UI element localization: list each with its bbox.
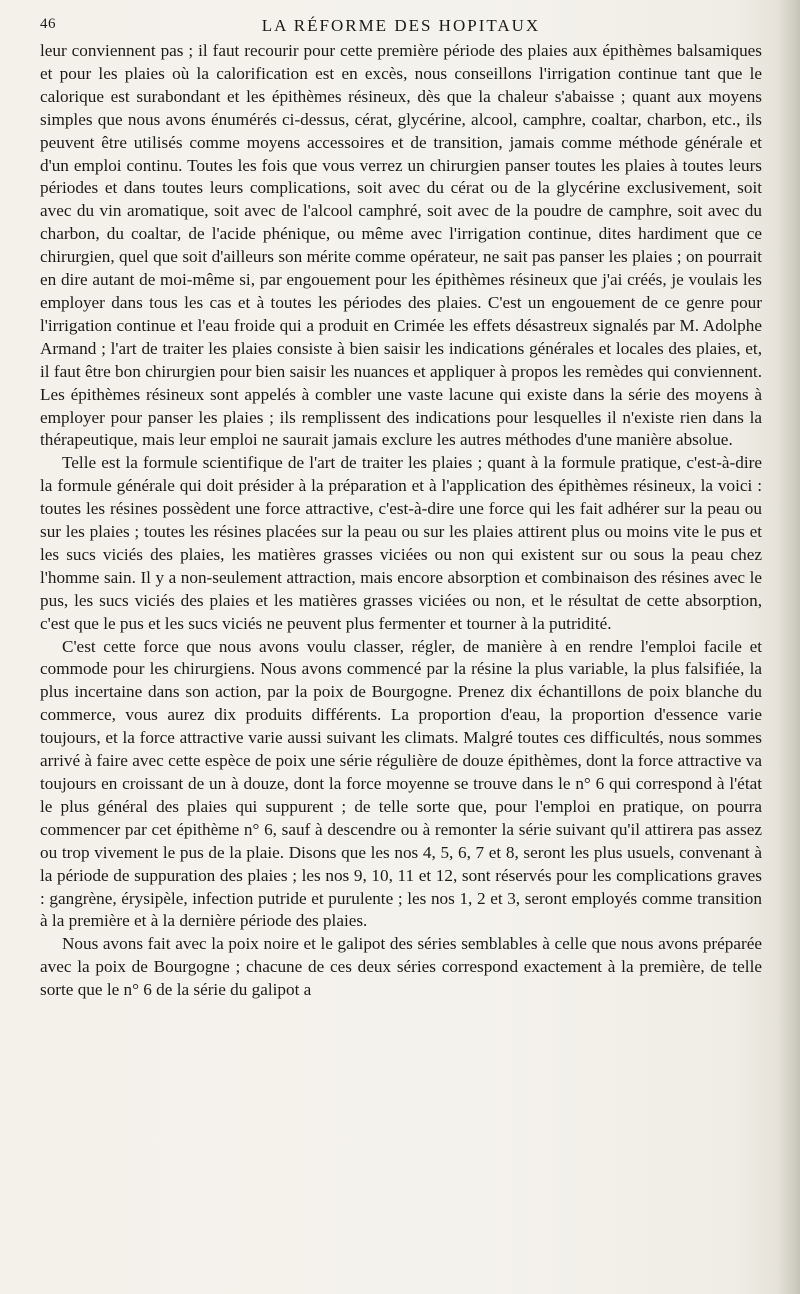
page-edge-shadow — [778, 0, 800, 1294]
paragraph-poix-noire-galipot: Nous avons fait avec la poix noire et le galipot des séries semblables à celle que nous avons préparée avec la poix de Bourgogne ; chacune de ces deux séries correspond exactement à la première, de telle sorte que le n° 6 de la série du galipot a — [40, 934, 762, 1000]
page-header — [40, 12, 762, 42]
page-number: 46 — [40, 16, 56, 32]
paragraph-continuation: leur conviennent pas ; il faut recourir pour cette première période des plaies aux épithèmes balsamiques et pour les plaies où la calorification est en excès, nous conseillons l'irrigation continue tant que le calorique est surabondant et les épithèmes résineux, dès que la chaleur s'abaisse ; quant aux moyens simples que nous avons énumérés ci-dessus, cérat, glycérine, alcool, camphre, coaltar, charbon, etc., ils peuvent être utilisés comme moyens accessoires et de transition, jamais comme méthode générale et d'un emploi continu. Toutes les fois que vous verrez un chirurgien panser toutes les plaies à toutes leurs périodes et dans toutes leurs complications, soit avec du cérat ou de la glycérine exclusivement, soit avec du vin aromatique, soit avec de l'alcool camphré, soit avec de la poudre de camphre, soit avec du charbon, du coaltar, de l'acide phénique, ou même avec l'irrigation continue, dites hardiment que ce chirurgien, quel que soit d'ailleurs son mérite comme opérateur, ne sait pas panser les plaies ; on pourrait en dire autant de moi-même si, par engouement pour les épithèmes résineux que j'ai créés, je voulais les employer dans tous les cas et à toutes les périodes des plaies. C'est un engouement de ce genre pour l'irrigation continue et l'eau froide qui a produit en Crimée les effets désastreux signalés par M. Adolphe Armand ; l'art de traiter les plaies consiste à bien saisir les indications générales et locales des plaies, et, il faut être bon chirurgien pour bien saisir les nuances et appliquer à propos les remèdes qui conviennent. Les épithèmes résineux sont appelés à combler une vaste lacune qui existe dans la série des moyens à employer pour panser les plaies ; ils remplissent des indications pour lesquelles il n'existe rien dans la thérapeutique, mais leur emploi ne saurait jamais exclure les autres méthodes d'une manière absolue. — [40, 41, 762, 450]
running-title: LA RÉFORME DES HOPITAUX — [261, 16, 541, 35]
paragraph-force-classement: C'est cette force que nous avons voulu classer, régler, de manière à en rendre l'emploi facile et commode pour les chirurgiens. Nous avons commencé par la résine la plus variable, la plus falsifiée, la plus incertaine dans son action, par la poix de Bourgogne. Prenez dix échantillons de poix blanche du commerce, vous aurez dix produits différents. La proportion d'eau, la proportion d'essence varie toujours, et la force attractive varie aussi suivant les climats. Malgré toutes ces difficultés, nous sommes arrivé à faire avec cette espèce de poix une série régulière de douze épithèmes, dont la force attractive va toujours en croissant de un à douze, dont la force moyenne se trouve dans le n° 6 qui correspond à l'état le plus général des plaies qui suppurent ; de telle sorte que, pour l'emploi en pratique, on pourra commencer par cet épithème n° 6, sauf à descendre ou à remonter la série suivant qu'il attirera pas assez ou trop vivement le pus de la plaie. Disons que les nos 4, 5, 6, 7 et 8, seront les plus usuels, convenant à la période de suppuration des plaies ; les nos 9, 10, 11 et 12, sont réservés pour les complications graves : gangrène, érysipèle, infection putride et purulente ; les nos 1, 2 et 3, seront employés comme transition à la première et à la dernière période des plaies. — [40, 636, 762, 931]
paragraph-formule-scientifique: Telle est la formule scientifique de l'art de traiter les plaies ; quant à la formule pratique, c'est-à-dire la formule générale qui doit présider à la préparation et à l'application des épithèmes résineux, la voici : toutes les résines possèdent une force attractive, c'est-à-dire une force qui les fait adhérer sur la peau ou sur les plaies ; toutes les résines placées sur la peau ou sur les plaies attirent plus ou moins vite le pus et les sucs viciés des plaies, les matières grasses viciées ou non qui existent sur ou sous la peau chez l'homme sain. Il y a non-seulement attraction, mais encore absorption et combinaison des résines avec le pus, les sucs viciés des plaies et les matières grasses viciées ou non, et le résultat de cette absorption, c'est que le pus et les sucs viciés ne peuvent plus fermenter et tourner à la putridité. — [40, 453, 762, 633]
body-text — [40, 40, 762, 1002]
